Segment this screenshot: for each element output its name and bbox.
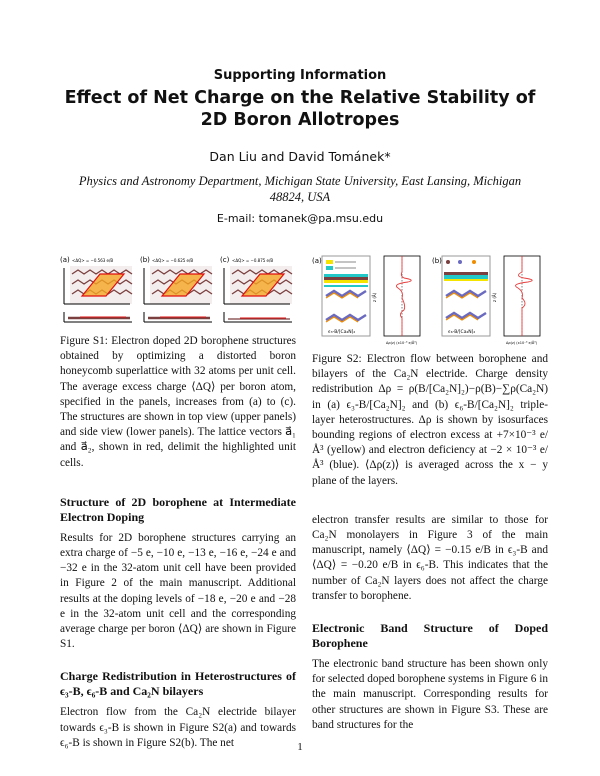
svg-text:z (Å): z (Å) [372, 292, 377, 302]
figure-s2-panel-a [312, 256, 420, 345]
affiliation-line2: 48824, USA [269, 190, 331, 204]
svg-text:(b): (b) [140, 256, 150, 264]
section-body-borophene-structure: Results for 2D borophene structures carrying an extra charge of −5 e, −10 e, −13 e, −16 e, −24 e and −32 e in the 32-atom unit cell have been provided in Figure 2 of the main manuscript. Additional results at the doping levels of −18 e, −20 e and −28 e in the 32-atom unit cell and the corresponding average charge per boron ⟨ΔQ⟩ are shown in Figure S1. [60, 531, 296, 651]
section-heading-borophene-structure: Structure of 2D borophene at Intermediate Electron Doping [60, 494, 296, 524]
section-heading-charge-redistribution: Charge Redistribution in Heterostructures of ϵ₃-B, ϵ₆-B and Ca₂N bilayers [60, 669, 296, 699]
svg-text:ϵ₆-B/[Ca₂N]₂: ϵ₆-B/[Ca₂N]₂ [448, 330, 476, 335]
right-column [312, 352, 548, 733]
svg-text:(b): (b) [432, 257, 442, 265]
svg-text:<ΔQ> = −0.875 e/B: <ΔQ> = −0.875 e/B [232, 258, 274, 263]
authors: Dan Liu and David Tománek* [209, 149, 391, 164]
affiliation-line1: Physics and Astronomy Department, Michigan State University, East Lansing, Michigan [78, 174, 522, 188]
supporting-information-label: Supporting Information [213, 68, 387, 83]
svg-text:Δρ(z) (x10⁻³ e/Å³): Δρ(z) (x10⁻³ e/Å³) [506, 341, 538, 345]
svg-text:(c): (c) [220, 256, 230, 264]
figure-s1-panel-a [60, 256, 132, 322]
paper-title-line1: Effect of Net Charge on the Relative Stability of [64, 88, 536, 108]
figure-s2-image [312, 254, 548, 346]
section-body-charge-redistribution-left: Electron flow from the Ca₂N electride bilayer towards ϵ₃-B is shown in Figure S2(a) and towards ϵ₆-B is shown in Figure S2(b). The net [60, 706, 296, 749]
svg-text:(a): (a) [60, 256, 70, 264]
figure-s2-caption: Figure S2: Electron flow between borophene and bilayers of the Ca₂N electride. Charge density redistribution Δρ = ρ(B/[Ca₂N]₂)−ρ(B)−∑ρ(Ca₂N) in (a) ϵ₃-B/[Ca₂N]₂ and (b) ϵ₆-B/[Ca₂N]₂ triple-layer heterostructures. Δρ is shown by isosurfaces bounding regions of electron excess at +7×10⁻³ e/Å³ (yellow) and electron deficiency at −2 × 10⁻³ e/Å³ (blue). ⟨Δρ(z)⟩ is averaged across the x − y plane of the layers. [312, 353, 548, 487]
page-number: 1 [297, 741, 303, 753]
figure-s1-image [60, 254, 296, 326]
figure-s2-panel-b [432, 256, 540, 345]
section-body-band-structure: The electronic band structure has been shown only for selected doped borophene systems in Figure 6 in the main manuscript. Corresponding results for other structures are shown in Figure S3. These are band structures for the [312, 658, 548, 731]
section-heading-band-structure: Electronic Band Structure of Doped Borophene [312, 621, 548, 651]
email: E-mail: tomanek@pa.msu.edu [216, 212, 384, 225]
section-body-charge-redistribution-right: electron transfer results are similar to those for Ca₂N monolayers in Figure 3 of the main manuscript, namely ⟨ΔQ⟩ = −0.15 e/B in ϵ₃-B and ⟨ΔQ⟩ = −0.20 e/B in ϵ₆-B. This indicates that the number of Ca₂N layers does not affect the charge transfer to borophene. [312, 513, 548, 602]
paper-title-line2: 2D Boron Allotropes [200, 110, 400, 130]
figure-s1-panel-b [140, 256, 212, 322]
figure-s1-caption: Figure S1: Electron doped 2D borophene structures obtained by optimizing a distorted boron honeycomb superlattice with 32 atoms per unit cell. The average excess charge ⟨ΔQ⟩ per boron atom, specified in the panels, increases from (a) to (c). The structures are shown in top view (upper panels) and side view (lower panels). The lattice vectors a⃗₁ and a⃗₂, shown in red, delimit the highlighted unit cells. [60, 335, 296, 469]
svg-text:<ΔQ> = −0.563 e/B: <ΔQ> = −0.563 e/B [72, 258, 114, 263]
svg-text:(a): (a) [312, 257, 322, 265]
left-column [60, 334, 296, 751]
figure-s1-panel-c [220, 256, 292, 322]
svg-text:z (Å): z (Å) [492, 292, 497, 302]
svg-text:Δρ(z) (x10⁻³ e/Å³): Δρ(z) (x10⁻³ e/Å³) [386, 341, 418, 345]
svg-text:<ΔQ> = −0.625 e/B: <ΔQ> = −0.625 e/B [152, 258, 194, 263]
svg-text:ϵ₃-B/[Ca₂N]₂: ϵ₃-B/[Ca₂N]₂ [328, 330, 356, 335]
